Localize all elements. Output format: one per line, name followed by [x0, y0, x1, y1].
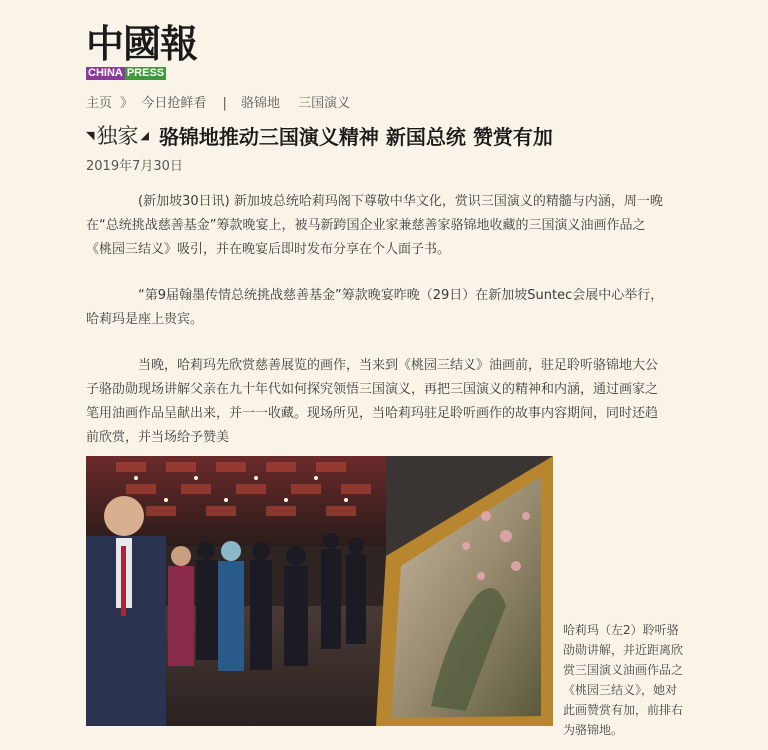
article-body	[86, 190, 668, 472]
article-title-row	[86, 120, 553, 150]
breadcrumb	[86, 92, 354, 111]
breadcrumb-home-link[interactable]: 主页	[86, 96, 113, 111]
breadcrumb-separator: 》	[120, 96, 134, 111]
article-date: 2019年7月30日	[86, 159, 183, 174]
breadcrumb-divider: |	[222, 96, 227, 111]
logo-english-text	[86, 67, 211, 80]
article-paragraph: (新加坡30日讯) 新加坡总统哈莉玛阁下尊敬中华文化，赏识三国演义的精髓与内涵，周一晚在“总统挑战慈善基金”筹款晚宴上，被马新跨国企业家兼慈善家骆锦地收藏的三国演义油画作品之《桃园三结义》吸引，并在晚宴后即时发布分享在个人面子书。	[86, 194, 663, 257]
article-headline: 骆锦地推动三国演义精神 新国总统 赞赏有加	[158, 124, 553, 149]
breadcrumb-section-link[interactable]: 今日抢鲜看	[141, 96, 207, 111]
article-paragraph: “第9届翰墨传情总统挑战慈善基金”筹款晚宴昨晚（29日）在新加坡Suntec会展中心举行，哈莉玛是座上贵宾。	[86, 288, 664, 327]
tag-link-luo-jindi[interactable]: 骆锦地	[241, 96, 281, 111]
logo-chinese-text: 中國報	[86, 21, 198, 66]
logo-english-part1: CHINA	[88, 67, 123, 79]
tag-link-three-kingdoms[interactable]: 三国演义	[298, 96, 351, 111]
article-photo	[86, 456, 553, 726]
triangle-left-icon: ◥	[86, 128, 95, 142]
article-paragraph: 当晚，哈莉玛先欣赏慈善展览的画作，当来到《桃园三结义》油画前，驻足聆听骆锦地大公子骆劭勋现场讲解父亲在九十年代如何探究领悟三国演义，再把三国演义的精神和内涵，通过画家之笔用油画作品呈献出来，并一一收藏。现场所见，当哈莉玛驻足聆听画作的故事内容期间，同时还趋前欣赏，并当场给予赞美	[86, 358, 659, 445]
article-kicker: 独家	[96, 124, 139, 148]
photo-caption: 哈莉玛（左2）聆听骆劭勋讲解，并近距离欣赏三国演义油画作品之《桃园三结义》，她对此画赞赏有加，前排右为骆锦地。	[563, 623, 684, 737]
china-press-logo[interactable]	[86, 22, 211, 80]
logo-english-part2: PRESS	[126, 67, 165, 79]
triangle-right-icon: ◢	[140, 128, 149, 142]
